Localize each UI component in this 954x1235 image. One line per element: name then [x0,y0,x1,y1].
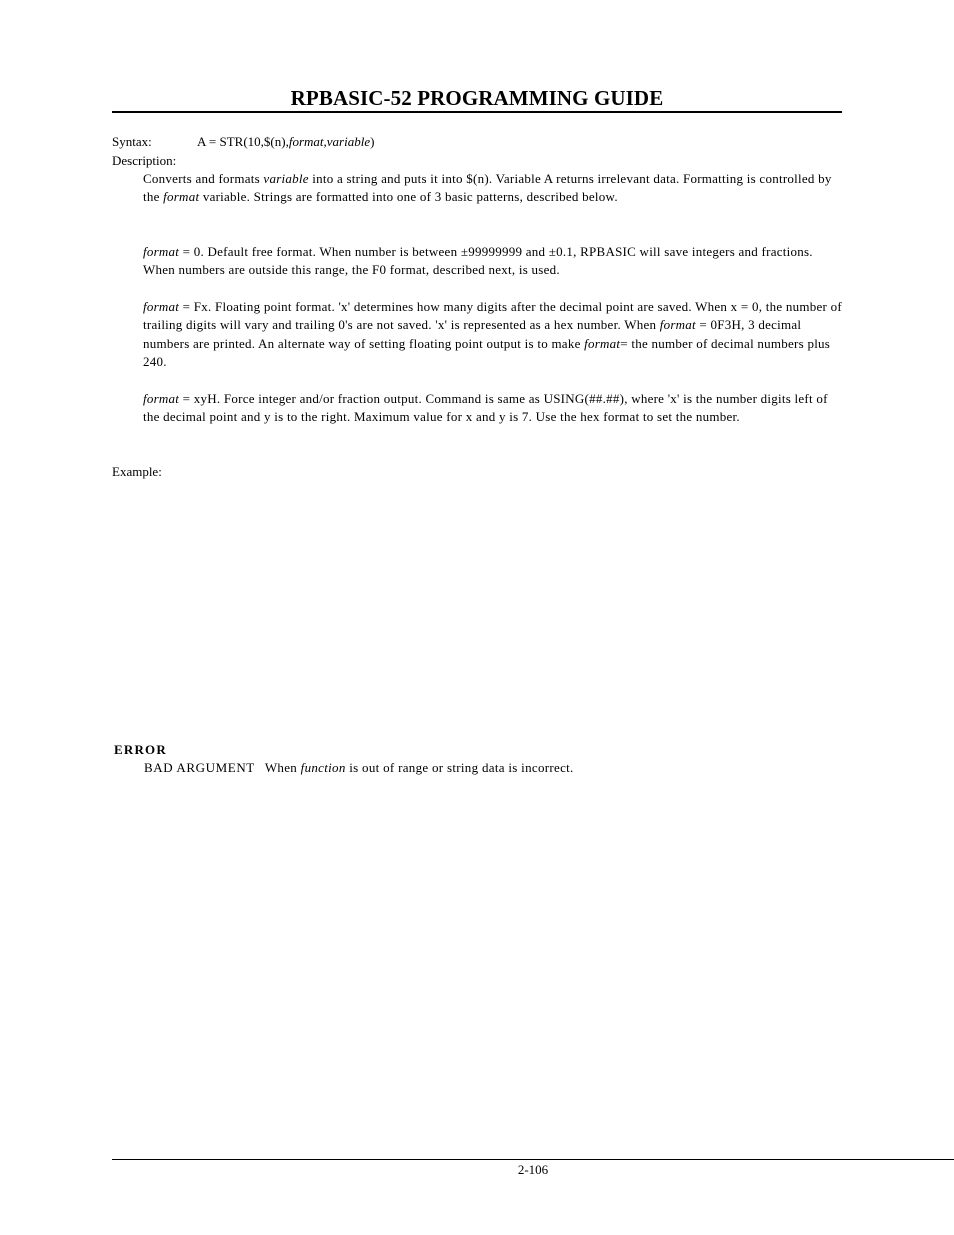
term: format [143,391,180,406]
error-heading: ERROR [114,742,167,757]
syntax-args: format,variable [288,134,371,149]
text: = xyH. Force integer and/or fraction output. Command is same as USING(##.##), where 'x' is the number digits left of the decimal point and y is to the right. Maximum value for x and y is 7. Use the hex format to set the number. [143,391,828,425]
header-rule [112,111,842,113]
error-code: BAD ARGUMENT [144,760,255,775]
term: format [143,244,180,259]
text: Converts and formats [143,171,264,186]
description-paragraph-3 [143,298,843,371]
text: When [264,760,301,775]
description-paragraph-4 [143,390,843,427]
text: = 0F3H, 3 decimal numbers are printed. An alternate way of setting floating point output is to make [143,317,802,351]
term: format [659,317,696,333]
description-paragraph-2 [143,243,843,280]
text: = 0. Default free format. When number is between ±99999999 and ±0.1, RPBASIC will save integers and fractions. When numbers are outside this range, the F0 format, described next, is used. [143,244,813,278]
footer-rule [112,1159,954,1160]
term: function [300,760,346,775]
text: is out of range or string data is incorrect. [345,760,574,775]
term: format [584,335,621,351]
text: variable. Strings are formatted into one of 3 basic patterns, described below. [199,189,618,205]
term: format [143,299,180,314]
example-label: Example: [112,464,162,479]
syntax-line [112,133,842,151]
text: into a string and puts it into $(n). Variable A returns irrelevant data. Formatting is controlled by the [143,171,832,205]
page-number: 2-106 [517,1162,549,1177]
term: variable [263,171,309,186]
description-label: Description: [112,153,177,168]
description-paragraph-1 [143,170,843,207]
text: = Fx. Floating point format. 'x' determines how many digits after the decimal point are saved. When x = 0, the number of trailing digits will vary and trailing 0's are not saved. 'x' is represented as a hex number. When [143,299,842,333]
syntax-suffix: ) [370,134,375,149]
text: = the number of decimal numbers plus 240. [143,335,831,369]
syntax-prefix: A = STR(10,$(n), [197,134,289,149]
error-line [144,759,574,777]
page-title: RPBASIC-52 PROGRAMMING GUIDE [290,86,664,110]
term: format [163,189,200,205]
syntax-label: Syntax: [112,134,152,149]
